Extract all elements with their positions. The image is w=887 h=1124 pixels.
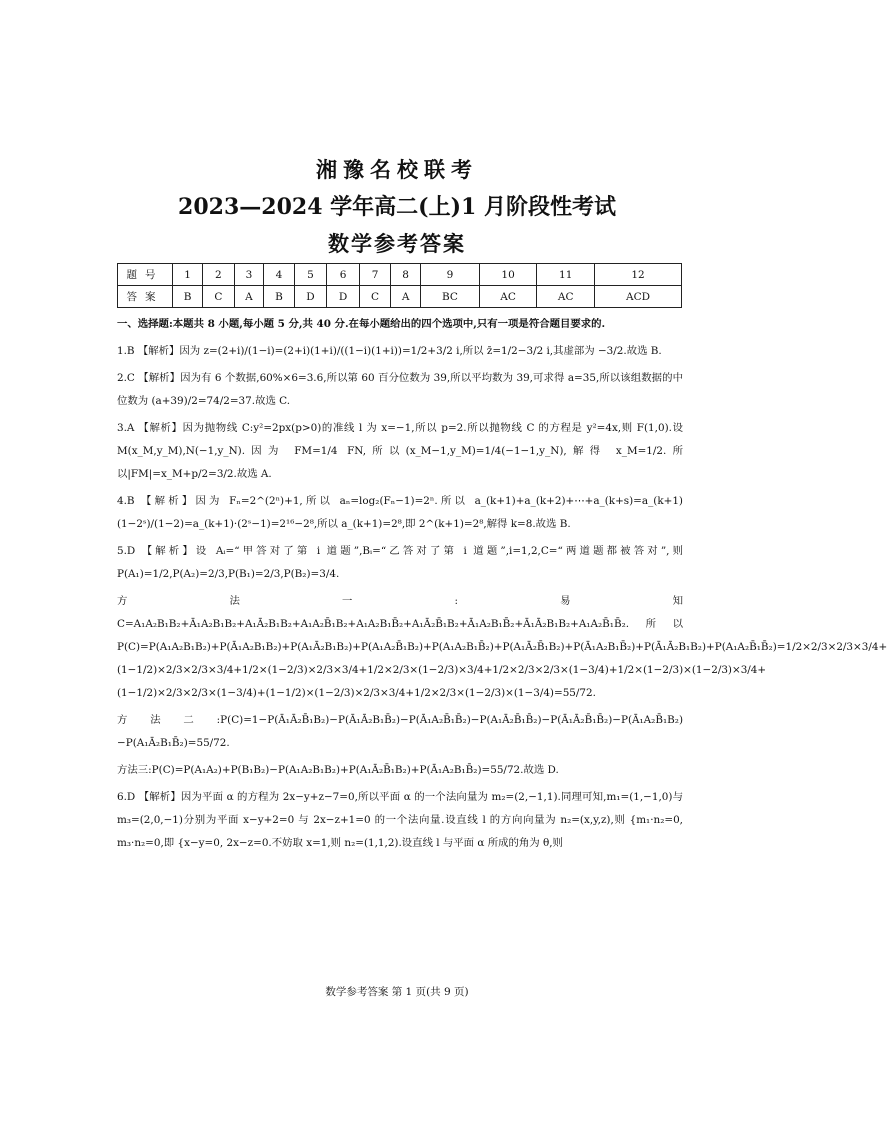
answer-cell: D: [327, 286, 360, 308]
solution-2: 2.C 【解析】因为有 6 个数据,60%×6=3.6,所以第 60 百分位数为 39,所以平均数为 39,可求得 a=35,所以该组数据的中位数为 (a+39)/2=74/2=37.故选 C.: [117, 372, 683, 407]
question-number: 4: [264, 264, 294, 286]
question-number: 10: [479, 264, 537, 286]
question-number: 7: [359, 264, 390, 286]
row-label-number: 题号: [118, 264, 173, 286]
solution-1: 1.B 【解析】因为 z=(2+i)/(1−i)=(2+i)(1+i)/((1−i)(1+i))=1/2+3/2 i,所以 z̄=1/2−3/2 i,其虚部为 −3/2.故选 B.: [117, 345, 662, 357]
question-number: 5: [294, 264, 327, 286]
answer-cell: ACD: [595, 286, 682, 308]
answer-cell: AC: [537, 286, 595, 308]
row-label-answer: 答案: [118, 286, 173, 308]
page-footer: 数学参考答案 第 1 页(共 9 页): [325, 986, 469, 998]
answer-cell: A: [234, 286, 264, 308]
exam-league-title: 湘豫名校联考: [316, 157, 478, 182]
answer-cell: BC: [421, 286, 480, 308]
question-number: 6: [327, 264, 360, 286]
answer-cell: B: [264, 286, 294, 308]
answer-cell: AC: [479, 286, 537, 308]
solutions-content: [117, 316, 887, 859]
solution-5-method-3: 方法三:P(C)=P(A₁A₂)+P(B₁B₂)−P(A₁A₂B₁B₂)+P(A₁Ā₂B̄₁B₂)+P(Ā₁A₂B₁B̄₂)=55/72.故选 D.: [117, 764, 559, 776]
answer-cell: C: [203, 286, 234, 308]
answer-table-answer-row: [118, 286, 682, 308]
question-number: 11: [537, 264, 595, 286]
section-heading: 一、选择题:本题共 8 小题,每小题 5 分,共 40 分.在每小题给出的四个选项中,只有一项是符合题目要求的.: [117, 318, 606, 330]
answer-key-title: 数学参考答案: [328, 231, 466, 256]
solution-5: 5.D 【解析】设 Aᵢ=“甲答对了第 i 道题”,Bᵢ=“乙答对了第 i 道题”,i=1,2,C=“两道题都被答对”,则 P(A₁)=1/2,P(A₂)=2/3,P(B₁)=2/3,P(B₂)=3/4.: [117, 545, 683, 580]
question-number: 2: [203, 264, 234, 286]
solution-3: 3.A 【解析】因为抛物线 C:y²=2px(p>0)的准线 l 为 x=−1,所以 p=2.所以抛物线 C 的方程是 y²=4x,则 F(1,0).设 M(x_M,y_M),N(−1,y_N).因为 FM=1/4 FN,所以(x_M−1,y_M)=1/4(−1−1,y_N),解得 x_M=1/2.所以|FM|=x_M+p/2=3/2.故选 A.: [117, 422, 683, 480]
question-number: 8: [391, 264, 421, 286]
solution-5-method-1: 方法一:易知 C=A₁A₂B₁B₂+Ā₁A₂B₁B₂+A₁Ā₂B₁B₂+A₁A₂B̄₁B₂+A₁A₂B₁B̄₂+A₁Ā₂B̄₁B₂+Ā₁A₂B₁B̄₂+Ā₁Ā₂B₁B₂+A₁A₂B̄₁B̄₂.所以 P(C)=P(A₁A₂B₁B₂)+P(Ā₁A₂B₁B₂)+P(A₁Ā₂B₁B₂)+P(A₁A₂B̄₁B₂)+P(A₁A₂B₁B̄₂)+P(A₁Ā₂B̄₁B₂)+P(Ā₁A₂B₁B̄₂)+P(Ā₁Ā₂B₁B₂)+P(A₁A₂B̄₁B̄₂)=1/2×2/3×2/3×3/4+(1−1/2)×2/3×2/3×3/4+1/2×(1−2/3)×2/3×3/4+1/2×2/3×(1−2/3)×3/4+1/2×2/3×2/3×(1−3/4)+1/2×(1−2/3)×(1−2/3)×3/4+(1−1/2)×2/3×2/3×(1−3/4)+(1−1/2)×(1−2/3)×2/3×3/4+1/2×2/3×(1−2/3)×(1−3/4)=55/72.: [117, 595, 887, 699]
answer-table-number-row: [118, 264, 682, 286]
question-number: 3: [234, 264, 264, 286]
answer-cell: C: [359, 286, 390, 308]
solution-5-method-2: 方法二:P(C)=1−P(Ā₁Ā₂B̄₁B₂)−P(Ā₁Ā₂B₁B̄₂)−P(Ā₁A₂B̄₁B̄₂)−P(A₁Ā₂B̄₁B̄₂)−P(Ā₁Ā₂B̄₁B̄₂)−P(Ā₁A₂B̄₁B₂)−P(A₁Ā₂B₁B̄₂)=55/72.: [117, 714, 683, 749]
question-number: 1: [173, 264, 203, 286]
exam-title: 2023—2024 学年高二(上)1 月阶段性考试: [178, 194, 616, 220]
question-number: 12: [595, 264, 682, 286]
answer-cell: A: [391, 286, 421, 308]
solution-6: 6.D 【解析】因为平面 α 的方程为 2x−y+z−7=0,所以平面 α 的一个法向量为 m₂=(2,−1,1).同理可知,m₁=(1,−1,0)与 m₃=(2,0,−1)分别为平面 x−y+2=0 与 2x−z+1=0 的一个法向量.设直线 l 的方向向量为 n₂=(x,y,z),则 {m₁·n₂=0, m₃·n₂=0,即 {x−y=0, 2x−z=0.不妨取 x=1,则 n₂=(1,1,2).设直线 l 与平面 α 所成的角为 θ,则: [117, 791, 683, 849]
answer-cell: D: [294, 286, 327, 308]
question-number: 9: [421, 264, 480, 286]
answer-cell: B: [173, 286, 203, 308]
answer-table: [117, 263, 682, 308]
solution-4: 4.B 【解析】因为 Fₙ=2^(2ⁿ)+1,所以 aₙ=log₂(Fₙ−1)=2ⁿ.所以 a_(k+1)+a_(k+2)+⋯+a_(k+s)=a_(k+1)(1−2ˢ)/(1−2)=a_(k+1)·(2ˢ−1)=2¹⁶−2⁸,所以 a_(k+1)=2⁸,即 2^(k+1)=2⁸,解得 k=8.故选 B.: [117, 495, 683, 530]
